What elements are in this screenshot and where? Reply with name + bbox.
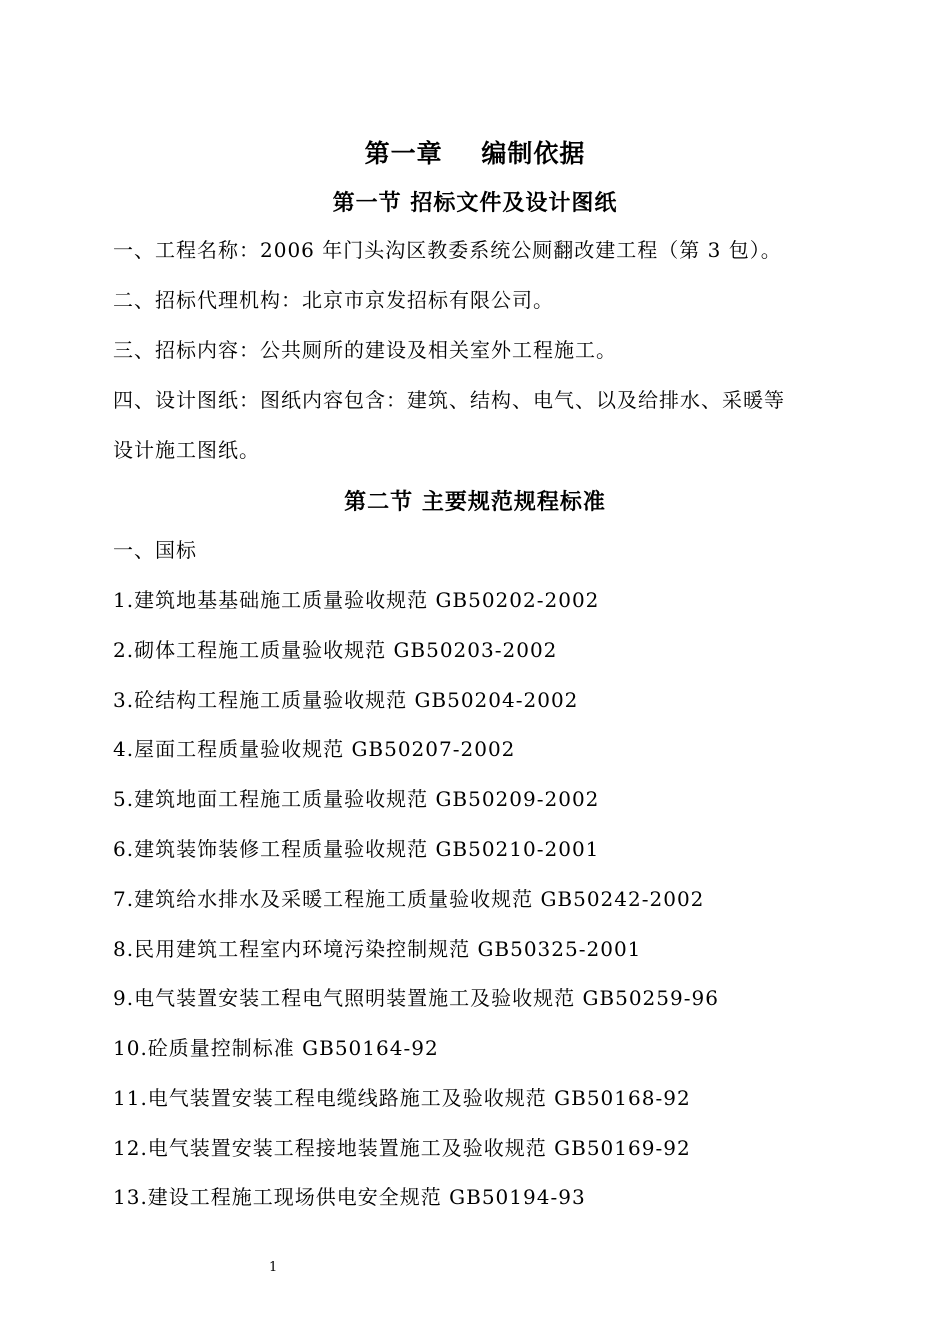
standard-item: 3.砼结构工程施工质量验收规范 GB50204-2002 xyxy=(113,688,579,712)
standard-item: 5.建筑地面工程施工质量验收规范 GB50209-2002 xyxy=(113,787,600,811)
standard-item: 12.电气装置安装工程接地装置施工及验收规范 GB50169-92 xyxy=(113,1136,691,1160)
page-number: 1 xyxy=(269,1260,278,1275)
standard-item: 2.砌体工程施工质量验收规范 GB50203-2002 xyxy=(113,638,558,662)
section-2-title: 第二节 主要规范规程标准 xyxy=(344,489,606,515)
section-1-item-project-name: 一、工程名称：2006 年门头沟区教委系统公厕翻改建工程（第 3 包）。 xyxy=(113,238,782,262)
section-1-item-agency: 二、招标代理机构：北京市京发招标有限公司。 xyxy=(113,288,554,312)
section-1-item-drawings-continued: 设计施工图纸。 xyxy=(113,438,260,462)
standard-item: 1.建筑地基基础施工质量验收规范 GB50202-2002 xyxy=(113,588,600,612)
standard-item: 10.砼质量控制标准 GB50164-92 xyxy=(113,1036,439,1060)
chapter-title: 第一章 编制依据 xyxy=(364,139,586,168)
standard-item: 7.建筑给水排水及采暖工程施工质量验收规范 GB50242-2002 xyxy=(113,887,705,911)
standard-item: 9.电气装置安装工程电气照明装置施工及验收规范 GB50259-96 xyxy=(113,986,719,1010)
section-1-item-content: 三、招标内容：公共厕所的建设及相关室外工程施工。 xyxy=(113,338,617,362)
standard-item: 6.建筑装饰装修工程质量验收规范 GB50210-2001 xyxy=(113,837,600,861)
section-1-title: 第一节 招标文件及设计图纸 xyxy=(332,190,618,216)
standard-item: 11.电气装置安装工程电缆线路施工及验收规范 GB50168-92 xyxy=(113,1086,691,1110)
standard-item: 8.民用建筑工程室内环境污染控制规范 GB50325-2001 xyxy=(113,937,642,961)
standard-item: 4.屋面工程质量验收规范 GB50207-2002 xyxy=(113,737,516,761)
section-1-item-drawings: 四、设计图纸：图纸内容包含：建筑、结构、电气、以及给排水、采暖等 xyxy=(113,388,785,412)
standard-item: 13.建设工程施工现场供电安全规范 GB50194-93 xyxy=(113,1185,586,1209)
section-2-subheading: 一、国标 xyxy=(113,538,197,562)
